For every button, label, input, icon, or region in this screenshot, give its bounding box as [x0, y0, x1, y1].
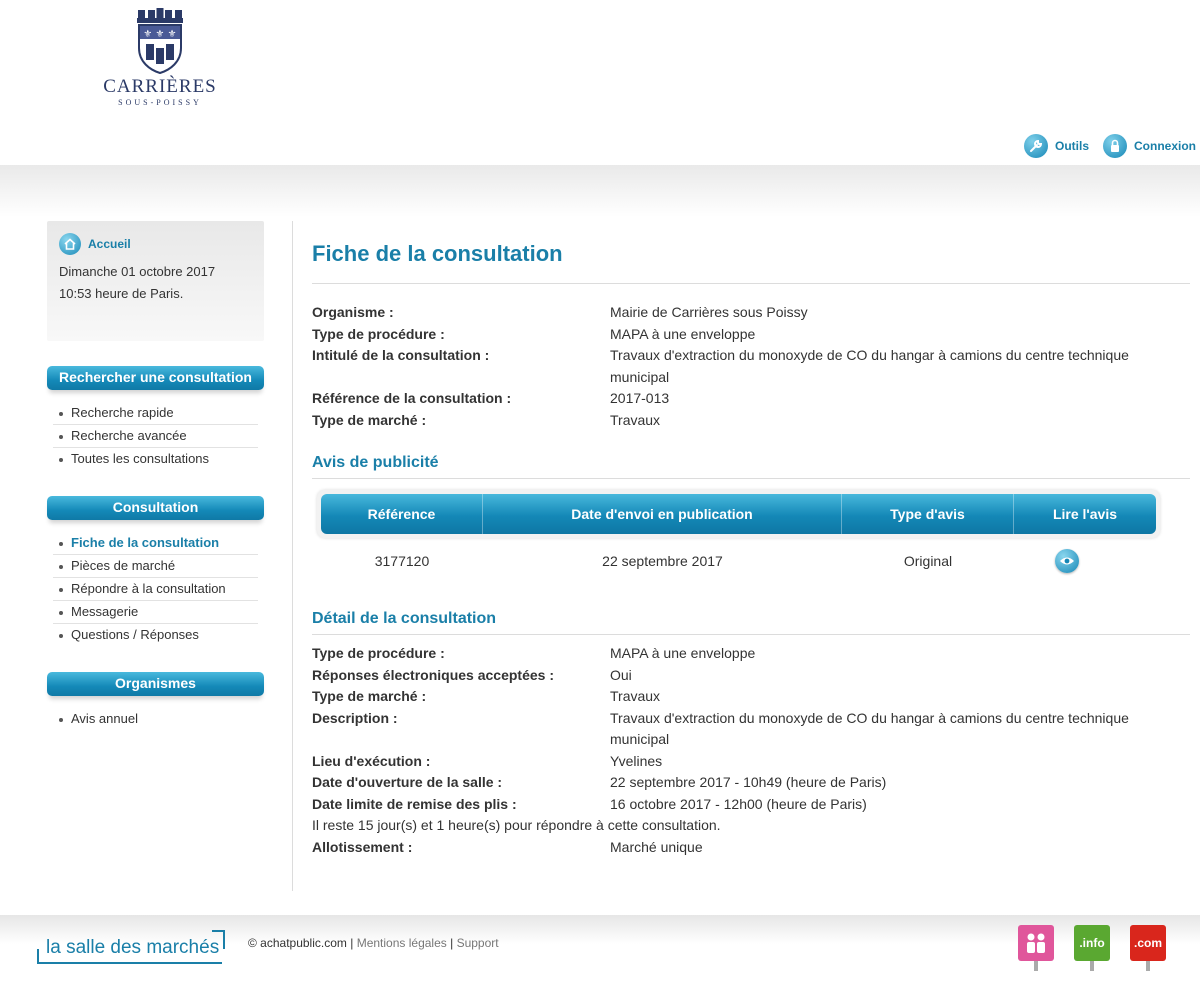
field-label: Intitulé de la consultation :: [312, 347, 490, 363]
cell-reference: 3177120: [374, 553, 430, 569]
login-label: Connexion: [1134, 139, 1196, 153]
cell-read: [1014, 549, 1156, 573]
col-read: Lire l'avis: [1052, 506, 1118, 522]
footer-badges: [1018, 925, 1166, 973]
com-badge[interactable]: [1130, 925, 1166, 973]
field-label: Type de procédure :: [312, 325, 445, 342]
field-label: Organisme :: [312, 304, 394, 320]
field-value: 16 octobre 2017 - 12h00 (heure de Paris): [610, 795, 867, 812]
field-row: [312, 302, 1190, 324]
organisms-section-title: Organismes: [47, 672, 264, 696]
separator: |: [450, 936, 454, 950]
sidebar-item-quick-search[interactable]: Recherche rapide: [53, 402, 258, 425]
field-row: [312, 837, 1190, 859]
sidebar-item-respond[interactable]: Répondre à la consultation: [53, 578, 258, 601]
field-row: [312, 345, 1190, 388]
field-value: Travaux: [610, 688, 661, 704]
detail-fields: [312, 643, 1190, 858]
field-row: [312, 686, 1190, 708]
field-label: Date d'ouverture de la salle :: [312, 774, 503, 790]
col-date[interactable]: Date d'envoi en publication: [483, 494, 842, 534]
top-links: [1024, 134, 1196, 158]
field-label: Type de procédure :: [312, 645, 445, 661]
current-date: [59, 261, 252, 305]
consultation-section-title: Consultation: [47, 496, 264, 520]
field-row: [312, 388, 1190, 410]
info-badge-label: .info: [1074, 925, 1110, 961]
salle-des-marches-logo[interactable]: [36, 929, 232, 979]
field-label: Lieu d'exécution :: [312, 752, 431, 769]
home-link[interactable]: [59, 233, 252, 255]
search-section: [47, 366, 264, 471]
field-value: Travaux d'extraction du monoxyde de CO du hangar à camions du centre technique municipal: [610, 709, 1129, 747]
detail-title: Détail de la consultation: [312, 610, 1190, 635]
field-value: Marché unique: [610, 838, 703, 855]
page-title: Fiche de la consultation: [312, 241, 1190, 284]
date-line: Dimanche 01 octobre 2017: [59, 264, 216, 279]
home-icon: [59, 233, 81, 255]
time-line: 10:53 heure de Paris.: [59, 286, 184, 301]
main-content: [312, 221, 1190, 858]
publicity-table: [317, 490, 1160, 538]
sidebar-item-consultation-sheet[interactable]: Fiche de la consultation: [53, 532, 258, 555]
people-badge[interactable]: [1018, 925, 1054, 973]
sidebar-item-annual-notice[interactable]: Avis annuel: [53, 708, 258, 731]
publicity-title: Avis de publicité: [312, 454, 1190, 479]
logo-text: la salle des marchés: [46, 937, 220, 958]
field-label: Type de marché :: [312, 688, 427, 704]
field-value: MAPA à une enveloppe: [610, 325, 756, 342]
support-link[interactable]: Support: [456, 936, 499, 950]
field-value: Travaux d'extraction du monoxyde de CO du hangar à camions du centre technique municipal: [610, 347, 1129, 385]
col-reference[interactable]: Référence: [321, 494, 483, 534]
header-band: [0, 165, 1200, 217]
divider: [292, 221, 293, 891]
logo-name: CARRIÈRES: [103, 76, 217, 97]
cell-date: 22 septembre 2017: [602, 553, 723, 569]
field-value: MAPA à une enveloppe: [610, 645, 756, 661]
legal-notice-link[interactable]: Mentions légales: [356, 936, 447, 950]
badge-post: [1034, 961, 1038, 971]
logo-subtitle: SOUS-POISSY: [118, 98, 202, 107]
field-label: Référence de la consultation :: [312, 390, 512, 406]
login-link[interactable]: [1103, 134, 1196, 158]
badge-post: [1090, 961, 1094, 971]
col-type[interactable]: Type d'avis: [842, 494, 1014, 534]
table-header: [321, 494, 1156, 534]
field-value: 2017-013: [610, 390, 670, 406]
field-row: [312, 643, 1190, 665]
sidebar-item-messaging[interactable]: Messagerie: [53, 601, 258, 624]
sidebar: [47, 221, 264, 731]
eye-icon[interactable]: [1055, 549, 1079, 573]
tools-link[interactable]: [1024, 134, 1089, 158]
field-value: Yvelines: [610, 752, 663, 769]
field-row: [312, 772, 1190, 794]
field-label: Allotissement :: [312, 838, 413, 855]
cell-type: Original: [903, 553, 953, 569]
field-value: Travaux: [610, 411, 661, 428]
search-section-title: Rechercher une consultation: [47, 366, 264, 390]
copyright: © achatpublic.com: [248, 936, 347, 950]
summary-fields: [312, 302, 1190, 431]
wrench-icon: [1024, 134, 1048, 158]
home-label: Accueil: [88, 237, 131, 251]
city-logo[interactable]: [100, 8, 220, 118]
com-badge-label: .com: [1130, 925, 1166, 961]
field-label: Description :: [312, 709, 398, 726]
field-row: [312, 794, 1190, 816]
field-label: Réponses électroniques acceptées :: [312, 666, 554, 683]
field-label: Type de marché :: [312, 411, 427, 428]
sidebar-item-advanced-search[interactable]: Recherche avancée: [53, 425, 258, 448]
consultation-section: [47, 496, 264, 647]
field-label: Date limite de remise des plis :: [312, 795, 517, 812]
info-badge[interactable]: [1074, 925, 1110, 973]
tools-label: Outils: [1054, 139, 1089, 153]
coat-of-arms-icon: [134, 8, 186, 74]
svg-text:⚜ ⚜ ⚜: ⚜ ⚜ ⚜: [143, 29, 177, 40]
home-box: [47, 221, 264, 341]
lock-icon: [1103, 134, 1127, 158]
footer-links: [248, 936, 499, 950]
sidebar-item-all-consultations[interactable]: Toutes les consultations: [53, 448, 258, 471]
organisms-section: [47, 672, 264, 731]
footer: [0, 915, 1200, 988]
sidebar-item-tender-documents[interactable]: Pièces de marché: [53, 555, 258, 578]
badge-post: [1146, 961, 1150, 971]
field-row: [312, 665, 1190, 687]
field-value: Oui: [610, 666, 632, 683]
field-row: [312, 410, 1190, 432]
field-row: [312, 708, 1190, 751]
remaining-time-note: Il reste 15 jour(s) et 1 heure(s) pour répondre à cette consultation.: [312, 817, 721, 833]
field-row: [312, 751, 1190, 773]
table-row: [317, 538, 1160, 584]
people-icon: [1018, 925, 1054, 961]
header: [0, 0, 1200, 165]
field-value: 22 septembre 2017 - 10h49 (heure de Paris): [610, 774, 887, 790]
sidebar-item-questions-answers[interactable]: Questions / Réponses: [53, 624, 258, 647]
field-value: Mairie de Carrières sous Poissy: [610, 304, 808, 320]
separator: |: [350, 936, 354, 950]
field-row: [312, 324, 1190, 346]
